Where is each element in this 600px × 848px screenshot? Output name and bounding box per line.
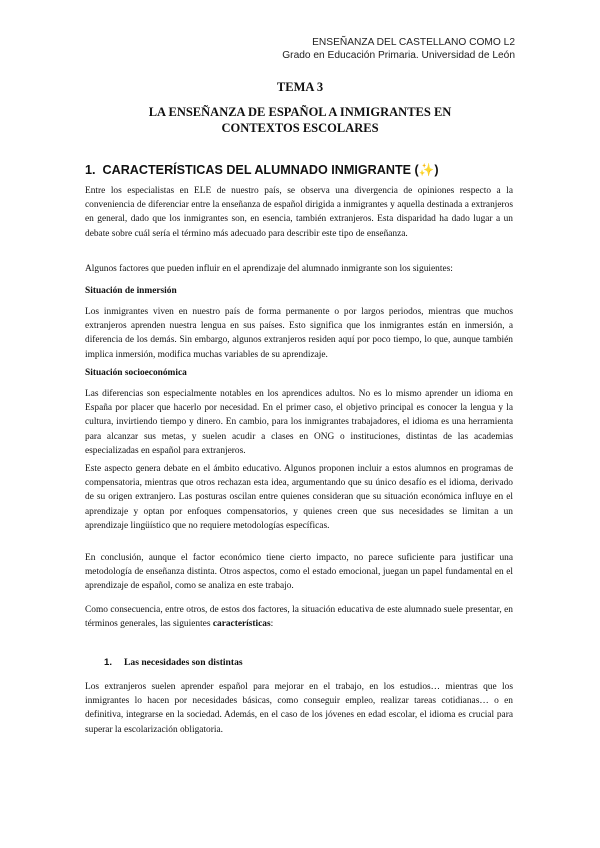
paragraph (85, 305, 513, 362)
paragraph-intro: Entre los especialistas en ELE de nuestro país, se observa una divergencia de opiniones respecto a la conveniencia de diferenciar entre la enseñanza de español dirigida a inmigrantes y aquella destinada a extranjeros en general, dado que los inmigrantes son, en esencia, también extranjeros. Esta disparidad ha dado lugar a un debate sobre cuál sería el término más adecuado para describir este tipo de enseñanza. (85, 186, 513, 239)
paragraph-socioeconomica: Las diferencias son especialmente notables en los aprendices adultos. No es lo mismo aprender un idioma en España por placer que hacerlo por necesidad. En el primer caso, el objetivo principal es conocer la lengua y la cultura, invirtiendo tiempo y dinero. En cambio, para los inmigrantes trabajadores, el idioma es una herramienta para alcanzar sus metas, y suelen acudir a clases en ONG o instituciones, distintas de las academias especializadas en español para extranjeros. (85, 389, 513, 456)
section-heading (85, 163, 525, 178)
paragraph (85, 551, 513, 594)
page-header (282, 36, 515, 62)
consequence-bold: características (212, 619, 271, 630)
subsection-heading (104, 657, 504, 668)
paragraph (85, 680, 513, 737)
paragraph-factors: Algunos factores que pueden influir en el aprendizaje del alumnado inmigrante son los siguientes: (85, 264, 453, 274)
paragraph-conclusion: En conclusión, aunque el factor económico tiene cierto impacto, no parece suficiente para justificar una metodología de enseñanza distinta. Otros aspectos, como el estado emocional, juegan un papel fundamental en el aprendizaje de español, como se analiza en este trabajo. (85, 553, 513, 592)
paragraph-consequence (85, 603, 513, 631)
unit-label: TEMA 3 (276, 80, 324, 94)
subsection-title: Las necesidades son distintas (124, 657, 243, 668)
header-course: ENSEÑANZA DEL CASTELLANO COMO L2 (312, 37, 515, 48)
subheading-inmersion: Situación de inmersión (85, 286, 177, 296)
paragraph (85, 184, 513, 241)
consequence-text: Como consecuencia, entre otros, de estos dos factores, la situación educativa de este alumnado suele presentar, en términos generales, las siguientes (85, 605, 513, 630)
title-line-2: CONTEXTOS ESCOLARES (221, 121, 379, 135)
subheading (85, 284, 513, 298)
title-line-1: LA ENSEÑANZA DE ESPAÑOL A INMIGRANTES EN (148, 105, 452, 119)
paragraph-debate: Este aspecto genera debate en el ámbito educativo. Algunos proponen incluir a estos alumnos en programas de compensatoria, mientras que otros rechazan esta idea, argumentando que su único desafío es el idioma, derivado de su origen extranjero. Las posturas oscilan entre quienes consideran que su situación económica influye en el aprendizaje y optan por enfoques compensatorios, y quienes creen que sus necesidades se limitan a un aprendizaje lingüístico que no requiere metodologías específicas. (85, 464, 513, 531)
section-number: 1. (85, 163, 96, 177)
section-title: CARACTERÍSTICAS DEL ALUMNADO INMIGRANTE ( (102, 163, 419, 177)
document-title (100, 104, 500, 136)
paragraph (85, 387, 513, 458)
section-title-close: ) (434, 163, 439, 177)
paragraph-inmersion: Los inmigrantes viven en nuestro país de forma permanente o por largos periodos, mientras que muchos extranjeros aprenden nuestra lengua en sus países. Esto significa que los inmigrantes están en inmersión, a diferencia de los demás. Sin embargo, algunos extranjeros residen aquí por poco tiempo, lo que, aunque también implica inmersión, modifica muchas variables de su aprendizaje. (85, 307, 513, 360)
paragraph (85, 462, 513, 533)
subsection-number: 1. (104, 657, 113, 668)
paragraph (85, 603, 513, 631)
paragraph (85, 262, 513, 276)
subheading (85, 366, 513, 380)
paragraph-needs: Los extranjeros suelen aprender español para mejorar en el trabajo, en los estudios… mientras que los inmigrantes lo hacen por necesidades básicas, como conseguir empleo, realizar tareas cotidianas… o en definitiva, integrarse en la sociedad. Además, en el caso de los jóvenes en edad escolar, el idioma es crucial para superar la escolarización obligatoria. (85, 682, 513, 735)
sparkles-icon: ✨ (418, 163, 435, 177)
header-degree: Grado en Educación Primaria. Universidad de León (282, 50, 515, 61)
consequence-end: : (270, 619, 274, 630)
subheading-socioeconomica: Situación socioeconómica (85, 368, 187, 378)
